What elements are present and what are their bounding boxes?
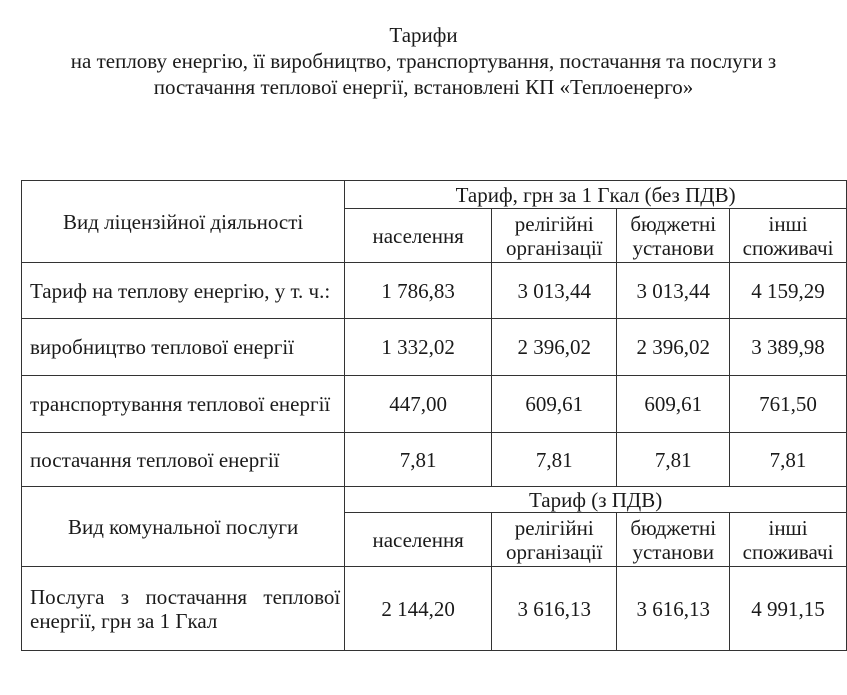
row-label: Послуга з постачання теплової енергії, грн за 1 Гкал — [22, 567, 345, 651]
cell-value: 3 616,13 — [492, 567, 617, 651]
cell-value: 7,81 — [345, 433, 492, 487]
cell-value: 761,50 — [730, 376, 847, 433]
cell-value: 7,81 — [617, 433, 730, 487]
row-label: виробництво теплової енергії — [22, 319, 345, 376]
table-row — [22, 433, 847, 487]
document-title: Тарифи — [389, 23, 458, 47]
table-row — [22, 263, 847, 319]
cell-value: 1 786,83 — [345, 263, 492, 319]
col-header-population: населення — [345, 209, 492, 263]
table-row — [22, 567, 847, 651]
row-header-utility-service: Вид комунальної послуги — [22, 487, 345, 567]
col-header-population: населення — [345, 513, 492, 567]
cell-value: 3 013,44 — [492, 263, 617, 319]
row-header-licensed-activity: Вид ліцензійної діяльності — [22, 181, 345, 263]
cell-value: 3 389,98 — [730, 319, 847, 376]
cell-value: 7,81 — [730, 433, 847, 487]
table-row — [22, 319, 847, 376]
col-header-religious: релігійні організації — [492, 513, 617, 567]
cell-value: 609,61 — [617, 376, 730, 433]
cell-value: 447,00 — [345, 376, 492, 433]
cell-value: 609,61 — [492, 376, 617, 433]
document-subtitle-line1: на теплову енергію, її виробництво, транспортування, постачання та послуги з — [70, 49, 777, 73]
document-subtitle-line2: постачання теплової енергії, встановлені КП «Теплоенерго» — [153, 75, 694, 99]
col-header-other: інші споживачі — [730, 513, 847, 567]
tariff-table — [21, 180, 847, 651]
cell-value: 1 332,02 — [345, 319, 492, 376]
cell-value: 2 396,02 — [617, 319, 730, 376]
group-header-tariff-no-vat: Тариф, грн за 1 Гкал (без ПДВ) — [345, 181, 847, 209]
row-label: постачання теплової енергії — [22, 433, 345, 487]
cell-value: 4 991,15 — [730, 567, 847, 651]
row-label: Тариф на теплову енергію, у т. ч.: — [22, 263, 345, 319]
cell-value: 3 616,13 — [617, 567, 730, 651]
group-header-tariff-with-vat: Тариф (з ПДВ) — [345, 487, 847, 513]
cell-value: 7,81 — [492, 433, 617, 487]
cell-value: 3 013,44 — [617, 263, 730, 319]
col-header-budget: бюджетні установи — [617, 513, 730, 567]
col-header-other: інші споживачі — [730, 209, 847, 263]
col-header-religious: релігійні організації — [492, 209, 617, 263]
cell-value: 2 396,02 — [492, 319, 617, 376]
cell-value: 2 144,20 — [345, 567, 492, 651]
cell-value: 4 159,29 — [730, 263, 847, 319]
row-label: транспортування теплової енергії — [22, 376, 345, 433]
table-row — [22, 376, 847, 433]
col-header-budget: бюджетні установи — [617, 209, 730, 263]
